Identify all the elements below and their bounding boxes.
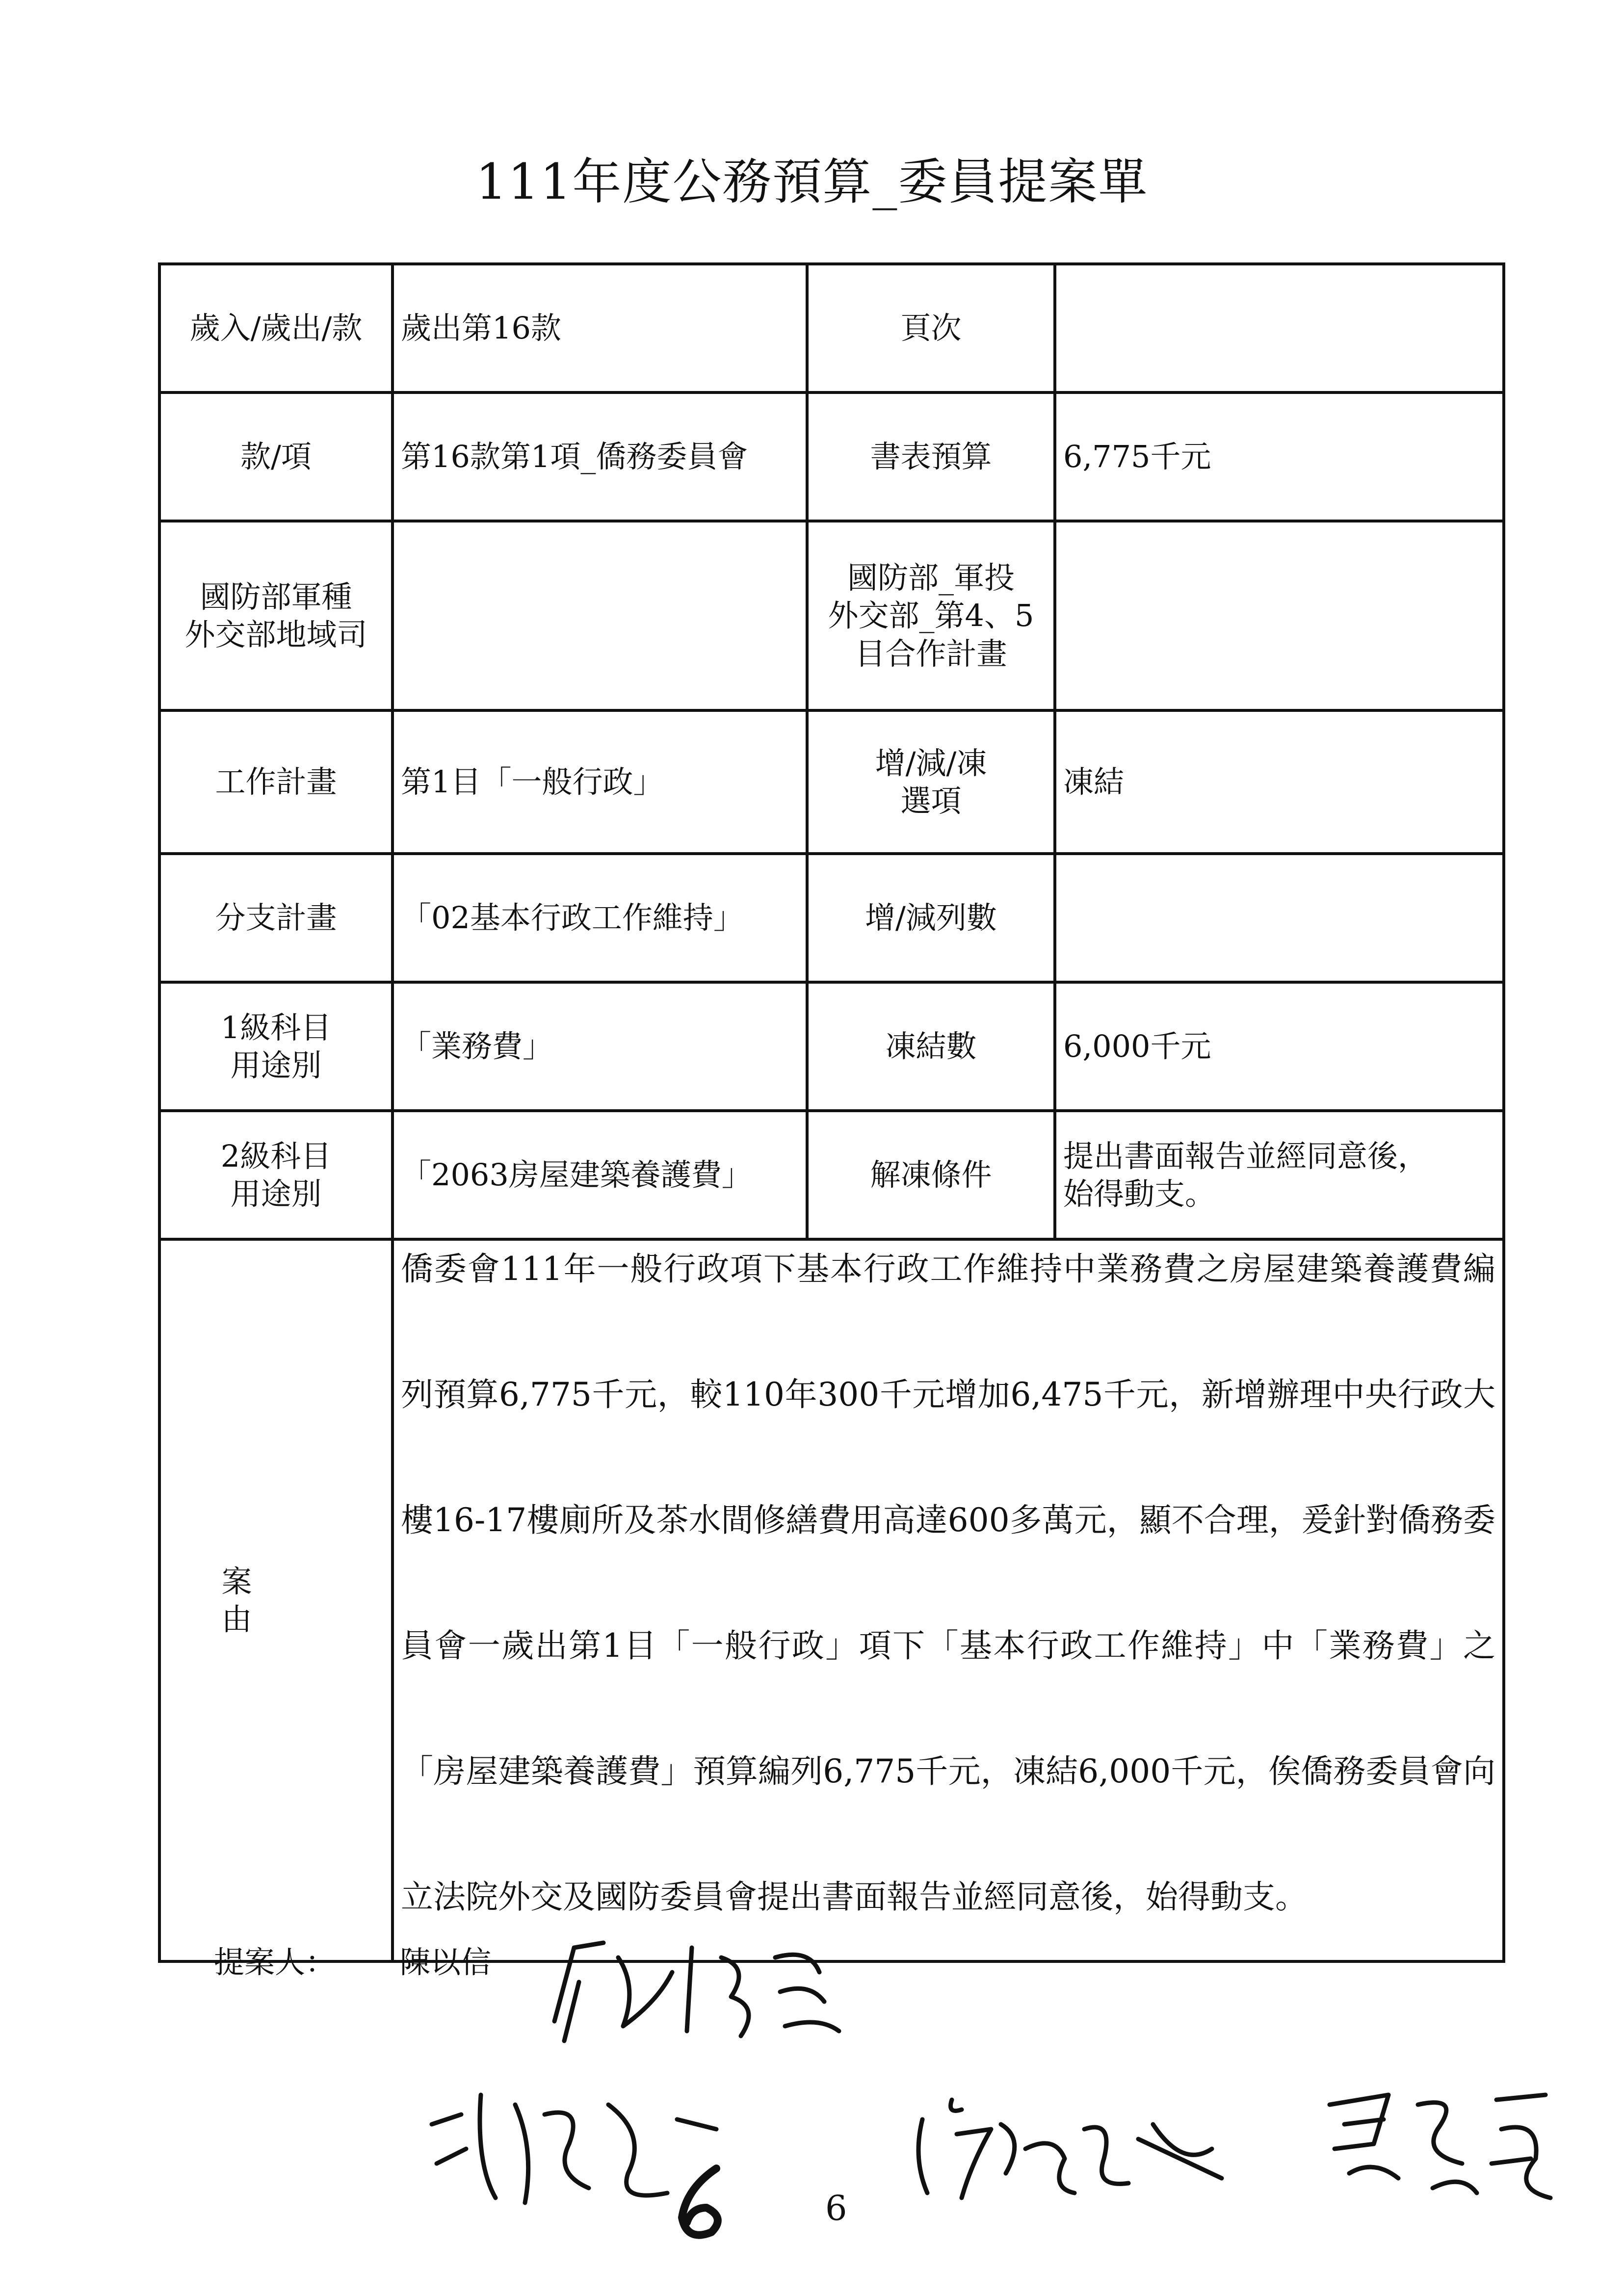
label-defense-foreign bbox=[159, 521, 393, 710]
label-adjust-line2: 選項 bbox=[900, 783, 962, 819]
label-reason: 案由 bbox=[159, 1239, 393, 1961]
reason-text: 僑委會111年一般行政項下基本行政工作維持中業務費之房屋建築養護費編列預算6,775千元，較110年300千元增加6,475千元，新增辦理中央行政大樓16-17樓廁所及茶水間修繕費用高達600多萬元，顯不合理，爰針對僑務委員會一歲出第1目「一般行政」項下「基本行政工作維持」中「業務費」之「房屋建築養護費」預算編列6,775千元，凍結6,000千元，俟僑務委員會向立法院外交及國防委員會提出書面報告並經同意後，始得動支。 bbox=[401, 1250, 1495, 1916]
proposal-form-table bbox=[158, 262, 1505, 1963]
value-adjust-option: 凍結 bbox=[1055, 710, 1504, 854]
label-category: 歲入/歲出/款 bbox=[159, 264, 393, 392]
label-level2-line2: 用途別 bbox=[230, 1176, 322, 1212]
label-level1-line2: 用途別 bbox=[230, 1047, 322, 1083]
form-row-item bbox=[159, 392, 1504, 521]
label-adjust-option bbox=[807, 710, 1055, 854]
form-row-sub-plan bbox=[159, 854, 1504, 982]
form-row-work-plan bbox=[159, 710, 1504, 854]
signature-1 bbox=[545, 1928, 888, 2056]
label-level1-line1: 1級科目 bbox=[220, 1009, 332, 1045]
signature-3 bbox=[908, 2080, 1241, 2227]
value-category: 歲出第16款 bbox=[393, 264, 807, 392]
label-defense-line1: 國防部軍種 bbox=[200, 578, 352, 615]
label-adjust-line1: 增/減/凍 bbox=[875, 745, 987, 781]
label-level1 bbox=[159, 982, 393, 1111]
label-page: 頁次 bbox=[807, 264, 1055, 392]
page-title: 111年度公務預算_委員提案單 bbox=[475, 153, 1149, 210]
handwritten-mark bbox=[667, 2159, 736, 2247]
proposer-name: 陳以信 bbox=[400, 1944, 492, 1980]
label-coop-line1: 國防部_軍投 bbox=[847, 559, 1015, 596]
form-row-level1 bbox=[159, 982, 1504, 1111]
label-level2-line1: 2級科目 bbox=[220, 1138, 332, 1174]
signature-4 bbox=[1315, 2075, 1570, 2222]
unfreeze-line2: 始得動支。 bbox=[1063, 1176, 1216, 1212]
value-work-plan: 第1目「一般行政」 bbox=[393, 710, 807, 854]
form-row-category bbox=[159, 264, 1504, 392]
proposer-label: 提案人： bbox=[214, 1944, 336, 1980]
value-freeze-amount: 6,000千元 bbox=[1055, 982, 1504, 1111]
label-unfreeze-condition: 解凍條件 bbox=[807, 1111, 1055, 1239]
unfreeze-line1: 提出書面報告並經同意後， bbox=[1063, 1138, 1429, 1174]
value-adjust-amount bbox=[1055, 854, 1504, 982]
form-row-defense bbox=[159, 521, 1504, 710]
page-number: 6 bbox=[825, 2188, 847, 2228]
value-defense-foreign bbox=[393, 521, 807, 710]
form-row-reason bbox=[159, 1239, 1504, 1961]
label-coop-line2: 外交部_第4、5 bbox=[828, 598, 1034, 634]
label-freeze-amount: 凍結數 bbox=[807, 982, 1055, 1111]
label-coop-line3: 目合作計畫 bbox=[855, 635, 1007, 672]
label-item: 款/項 bbox=[159, 392, 393, 521]
label-level2 bbox=[159, 1111, 393, 1239]
value-reason bbox=[393, 1239, 1504, 1961]
label-adjust-amount: 增/減列數 bbox=[807, 854, 1055, 982]
value-level2: 「2063房屋建築養護費」 bbox=[393, 1111, 807, 1239]
value-level1: 「業務費」 bbox=[393, 982, 807, 1111]
value-item: 第16款第1項_僑務委員會 bbox=[393, 392, 807, 521]
label-budget: 書表預算 bbox=[807, 392, 1055, 521]
value-cooperation-plan bbox=[1055, 521, 1504, 710]
label-work-plan: 工作計畫 bbox=[159, 710, 393, 854]
value-page bbox=[1055, 264, 1504, 392]
value-sub-plan: 「02基本行政工作維持」 bbox=[393, 854, 807, 982]
label-cooperation-plan bbox=[807, 521, 1055, 710]
label-sub-plan: 分支計畫 bbox=[159, 854, 393, 982]
value-budget: 6,775千元 bbox=[1055, 392, 1504, 521]
label-defense-line2: 外交部地域司 bbox=[184, 617, 367, 652]
